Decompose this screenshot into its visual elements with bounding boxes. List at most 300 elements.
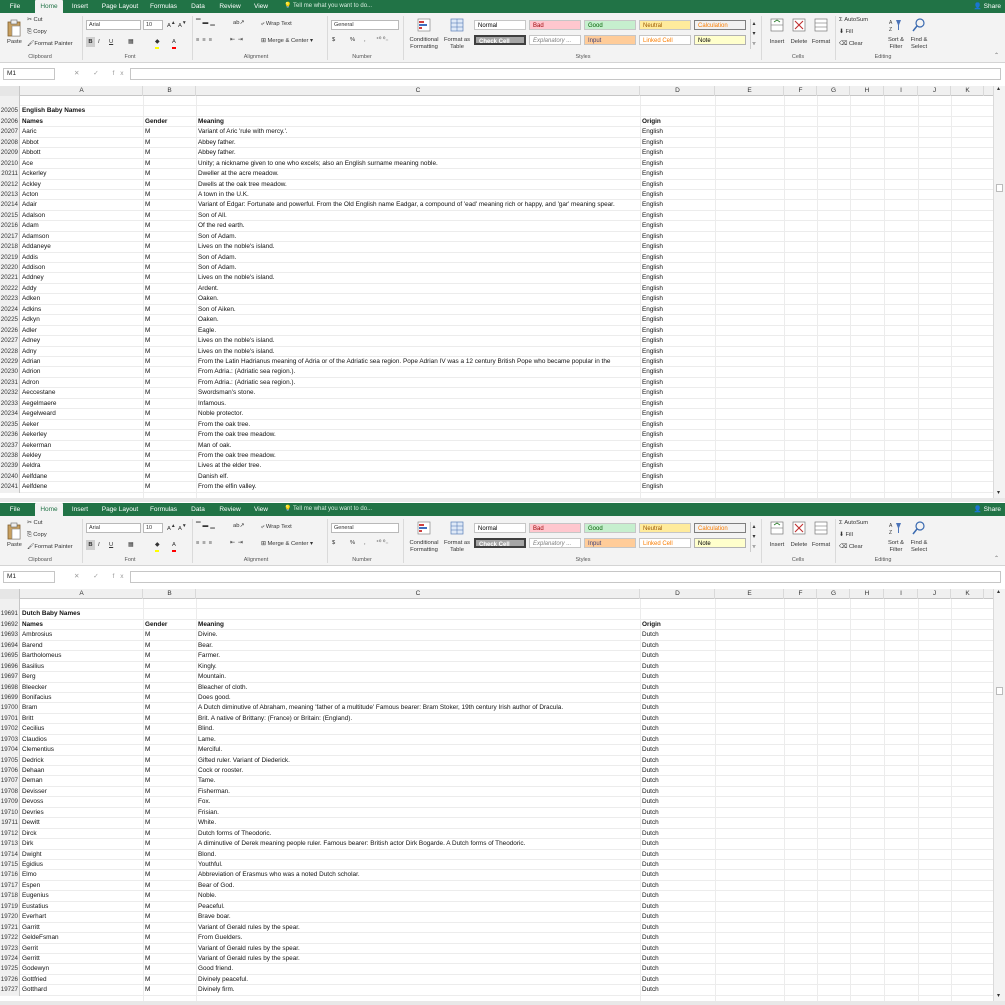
row-header[interactable]: 19697: [0, 672, 20, 682]
cell-origin[interactable]: Dutch: [642, 631, 659, 639]
cell-meaning[interactable]: Farmer.: [198, 652, 221, 660]
cell-name[interactable]: Aekerman: [22, 441, 52, 449]
header-names[interactable]: Names: [22, 117, 43, 125]
tab-data[interactable]: Data: [191, 3, 205, 10]
cell-origin[interactable]: Dutch: [642, 840, 659, 848]
tab-home[interactable]: Home: [35, 503, 63, 516]
cell-meaning[interactable]: A diminutive of Derek meaning people ruler. Famous bearer: British actor Dirk Bogarde. A Dutch forms of Theodoric.: [198, 840, 526, 848]
comma-format-button[interactable]: ,: [364, 37, 366, 43]
cell-meaning[interactable]: From the oak tree.: [198, 420, 251, 428]
row-header[interactable]: 20214: [0, 200, 20, 210]
cell-origin[interactable]: English: [642, 264, 663, 272]
cell-name[interactable]: Aelfdene: [22, 483, 48, 491]
cell-gender[interactable]: M: [145, 337, 151, 345]
styles-scroll[interactable]: [750, 19, 757, 49]
row-header[interactable]: [0, 599, 20, 609]
cell-meaning[interactable]: Fox.: [198, 798, 211, 806]
cell-origin[interactable]: Dutch: [642, 746, 659, 754]
cell-origin[interactable]: Dutch: [642, 913, 659, 921]
row-header[interactable]: 20208: [0, 138, 20, 148]
tab-formulas[interactable]: Formulas: [149, 3, 178, 10]
row-header[interactable]: 20210: [0, 159, 20, 169]
style-explanatory[interactable]: Explanatory ...: [529, 538, 581, 548]
cell-name[interactable]: Ambrosius: [22, 631, 53, 639]
tab-insert[interactable]: Insert: [71, 3, 89, 10]
cell-meaning[interactable]: Brave boar.: [198, 913, 231, 921]
row-header[interactable]: 20223: [0, 294, 20, 304]
cell-name[interactable]: Godewyn: [22, 965, 49, 973]
column-header-k[interactable]: K: [952, 589, 984, 599]
column-header-d[interactable]: D: [641, 589, 715, 599]
format-as-table-button[interactable]: [441, 519, 471, 557]
cell-origin[interactable]: English: [642, 211, 663, 219]
cell-meaning[interactable]: Does good.: [198, 693, 231, 701]
cell-name[interactable]: Adkins: [22, 305, 42, 313]
cell-gender[interactable]: M: [145, 483, 151, 491]
sort-filter-button[interactable]: [884, 16, 906, 54]
formula-buttons[interactable]: ✕ ✓ fx: [74, 70, 130, 77]
indent-buttons[interactable]: [230, 37, 246, 43]
row-header[interactable]: 20235: [0, 420, 20, 430]
cell-name[interactable]: Everhart: [22, 913, 47, 921]
row-header[interactable]: 20239: [0, 461, 20, 471]
cell-origin[interactable]: Dutch: [642, 871, 659, 879]
grow-font-button[interactable]: A▲: [167, 21, 176, 29]
row-header[interactable]: 19719: [0, 902, 20, 912]
style-note[interactable]: Note: [694, 538, 746, 548]
cell-name[interactable]: Berg: [22, 673, 36, 681]
cell-origin[interactable]: English: [642, 316, 663, 324]
row-header[interactable]: 19693: [0, 630, 20, 640]
row-header[interactable]: 20237: [0, 441, 20, 451]
cell-meaning[interactable]: Oaken.: [198, 295, 219, 303]
cell-name[interactable]: Dirk: [22, 840, 34, 848]
row-header[interactable]: 19709: [0, 797, 20, 807]
cell-name[interactable]: Aegelmaere: [22, 399, 57, 407]
row-header[interactable]: 20226: [0, 326, 20, 336]
merge-center-button[interactable]: [261, 38, 313, 44]
cell-name[interactable]: Eustatius: [22, 902, 49, 910]
column-header-b[interactable]: B: [144, 589, 196, 599]
row-header[interactable]: 20221: [0, 273, 20, 283]
format-painter-button[interactable]: [27, 544, 73, 550]
cell-name[interactable]: Devoss: [22, 798, 44, 806]
cell-name[interactable]: Addison: [22, 264, 46, 272]
cell-name[interactable]: Adrian: [22, 358, 41, 365]
wrap-text-button[interactable]: [261, 21, 292, 28]
column-header-h[interactable]: H: [851, 86, 884, 96]
row-header[interactable]: 19694: [0, 641, 20, 651]
cell-name[interactable]: Adkyn: [22, 316, 40, 324]
cell-meaning[interactable]: A town in the U.K.: [198, 190, 249, 198]
cell-meaning[interactable]: Lives on the noble's island.: [198, 337, 275, 345]
cell-gender[interactable]: M: [145, 756, 151, 764]
row-header[interactable]: 20222: [0, 284, 20, 294]
cell-gender[interactable]: M: [145, 190, 151, 198]
cell-gender[interactable]: M: [145, 222, 151, 230]
cell-name[interactable]: Barend: [22, 641, 43, 649]
cell-origin[interactable]: Dutch: [642, 902, 659, 910]
wrap-text-button[interactable]: [261, 524, 292, 531]
row-header[interactable]: 20225: [0, 315, 20, 325]
cell-name[interactable]: Adamson: [22, 232, 49, 240]
tab-review[interactable]: Review: [219, 3, 241, 10]
comma-format-button[interactable]: ,: [364, 540, 366, 546]
find-select-button[interactable]: [906, 519, 930, 557]
scroll-thumb[interactable]: [996, 687, 1003, 695]
row-header[interactable]: 19706: [0, 766, 20, 776]
cell-gender[interactable]: M: [145, 368, 151, 376]
cell-name[interactable]: Britt: [22, 714, 34, 722]
cell-origin[interactable]: Dutch: [642, 756, 659, 764]
tab-page-layout[interactable]: Page Layout: [101, 3, 139, 10]
cell-gender[interactable]: M: [145, 472, 151, 480]
row-header[interactable]: 19711: [0, 818, 20, 828]
cell-origin[interactable]: English: [642, 358, 663, 365]
decimal-buttons[interactable]: [376, 37, 388, 43]
cell-origin[interactable]: Dutch: [642, 829, 659, 837]
cell-meaning[interactable]: Dweller at the acre meadow.: [198, 170, 279, 178]
paste-button[interactable]: [4, 16, 22, 52]
accounting-format-button[interactable]: $: [332, 540, 336, 546]
cell-name[interactable]: Adny: [22, 347, 37, 355]
row-header[interactable]: 20213: [0, 190, 20, 200]
cell-meaning[interactable]: Lives on the noble's island.: [198, 243, 275, 251]
horizontal-align-buttons[interactable]: [196, 540, 215, 546]
percent-format-button[interactable]: %: [350, 37, 356, 43]
accounting-format-button[interactable]: $: [332, 37, 336, 43]
cell-gender[interactable]: M: [145, 284, 151, 292]
autosum-button[interactable]: [839, 17, 868, 23]
cell-gender[interactable]: M: [145, 725, 151, 733]
cell-origin[interactable]: English: [642, 441, 663, 449]
cell-meaning[interactable]: Fisherman.: [198, 787, 230, 795]
cell-gender[interactable]: M: [145, 881, 151, 889]
select-all-button[interactable]: [0, 589, 20, 599]
cell-gender[interactable]: M: [145, 399, 151, 407]
column-header-c[interactable]: C: [197, 589, 640, 599]
cell-origin[interactable]: English: [642, 337, 663, 345]
cell-origin[interactable]: Dutch: [642, 777, 659, 785]
cell-origin[interactable]: English: [642, 410, 663, 418]
fill-button[interactable]: [839, 532, 853, 538]
row-header[interactable]: 19720: [0, 912, 20, 922]
cell-origin[interactable]: English: [642, 138, 663, 146]
font-name-select[interactable]: Arial: [86, 523, 141, 533]
cell-name[interactable]: Dirck: [22, 829, 37, 837]
row-header[interactable]: 19701: [0, 714, 20, 724]
bold-button[interactable]: B: [86, 540, 95, 550]
cell-origin[interactable]: Dutch: [642, 787, 659, 795]
select-all-button[interactable]: [0, 86, 20, 96]
row-header[interactable]: 20229: [0, 357, 20, 367]
cell-origin[interactable]: English: [642, 295, 663, 303]
cell-gender[interactable]: M: [145, 232, 151, 240]
cell-meaning[interactable]: Variant of Gerald rules by the spear.: [198, 944, 300, 952]
column-header-c[interactable]: C: [197, 86, 640, 96]
name-box[interactable]: M1: [3, 571, 55, 583]
cell-gender[interactable]: M: [145, 871, 151, 879]
cell-gender[interactable]: M: [145, 358, 151, 365]
row-header[interactable]: 20207: [0, 127, 20, 137]
clear-button[interactable]: [839, 544, 863, 550]
cell-gender[interactable]: M: [145, 138, 151, 146]
column-header-e[interactable]: E: [716, 589, 784, 599]
cell-meaning[interactable]: Abbey father.: [198, 149, 236, 157]
column-header-f[interactable]: F: [785, 589, 817, 599]
cell-meaning[interactable]: Tame.: [198, 777, 216, 785]
cell-origin[interactable]: English: [642, 201, 663, 209]
cell-meaning[interactable]: Frisian.: [198, 808, 219, 816]
cell-meaning[interactable]: From the Latin Hadrianus meaning of Adria or of the Adriatic sea region. Pope Adrian IV was a 12 century British Pope who became popular in the: [198, 358, 611, 365]
cell-name[interactable]: Garritt: [22, 923, 40, 931]
row-header[interactable]: 20233: [0, 399, 20, 409]
cell-meaning[interactable]: Peaceful.: [198, 902, 225, 910]
cell-origin[interactable]: Dutch: [642, 725, 659, 733]
cell-gender[interactable]: M: [145, 305, 151, 313]
row-header[interactable]: 20219: [0, 253, 20, 263]
cell-meaning[interactable]: Variant of Gerald rules by the spear.: [198, 923, 300, 931]
column-header-b[interactable]: B: [144, 86, 196, 96]
row-header[interactable]: 20206: [0, 117, 20, 127]
cell-meaning[interactable]: Brit. A native of Brittany: (France) or Britain: (England).: [198, 714, 353, 722]
scroll-down-icon[interactable]: ▾: [997, 490, 1000, 496]
cell-name[interactable]: Eugenius: [22, 892, 49, 900]
cell-name[interactable]: Dedrick: [22, 756, 44, 764]
row-header[interactable]: 19692: [0, 620, 20, 630]
cell-gender[interactable]: M: [145, 777, 151, 785]
cell-meaning[interactable]: Bleacher of cloth.: [198, 683, 248, 691]
cell-gender[interactable]: M: [145, 850, 151, 858]
row-header[interactable]: 19724: [0, 954, 20, 964]
cell-origin[interactable]: English: [642, 159, 663, 167]
header-origin[interactable]: Origin: [642, 117, 661, 125]
cell-gender[interactable]: M: [145, 829, 151, 837]
sheet-title[interactable]: Dutch Baby Names: [22, 610, 81, 618]
cell-gender[interactable]: M: [145, 451, 151, 459]
style-linked-cell[interactable]: Linked Cell: [639, 35, 691, 45]
tab-view[interactable]: View: [254, 3, 268, 10]
column-header-e[interactable]: E: [716, 86, 784, 96]
cell-gender[interactable]: M: [145, 954, 151, 962]
row-header[interactable]: 20220: [0, 263, 20, 273]
cell-gender[interactable]: M: [145, 631, 151, 639]
cell-name[interactable]: Aegelweard: [22, 410, 56, 418]
header-origin[interactable]: Origin: [642, 620, 661, 628]
italic-button[interactable]: I: [98, 39, 100, 45]
cell-origin[interactable]: English: [642, 243, 663, 251]
cell-origin[interactable]: Dutch: [642, 683, 659, 691]
row-header[interactable]: 20240: [0, 472, 20, 482]
cell-meaning[interactable]: Son of All.: [198, 211, 227, 219]
cell-origin[interactable]: English: [642, 284, 663, 292]
cell-name[interactable]: Clementius: [22, 746, 54, 754]
fill-color-button[interactable]: [155, 37, 159, 49]
cell-origin[interactable]: English: [642, 399, 663, 407]
cell-name[interactable]: Deman: [22, 777, 43, 785]
cell-origin[interactable]: Dutch: [642, 798, 659, 806]
cell-gender[interactable]: M: [145, 431, 151, 439]
cell-meaning[interactable]: Lives at the elder tree.: [198, 462, 262, 470]
cell-origin[interactable]: Dutch: [642, 934, 659, 942]
column-header-f[interactable]: F: [785, 86, 817, 96]
cell-name[interactable]: Ace: [22, 159, 34, 167]
style-calculation[interactable]: Calculation: [694, 20, 746, 30]
row-header[interactable]: 20241: [0, 482, 20, 492]
row-header[interactable]: [0, 96, 20, 106]
style-neutral[interactable]: Neutral: [639, 523, 691, 533]
cell-name[interactable]: Aekley: [22, 451, 42, 459]
cell-meaning[interactable]: Divinely peaceful.: [198, 975, 249, 983]
column-header-i[interactable]: I: [885, 86, 918, 96]
delete-cells-button[interactable]: [787, 519, 809, 557]
row-header[interactable]: 19698: [0, 683, 20, 693]
cell-meaning[interactable]: From Adria.: (Adriatic sea region.).: [198, 368, 296, 376]
cell-meaning[interactable]: Noble protector.: [198, 410, 244, 418]
column-header-g[interactable]: G: [818, 86, 850, 96]
cell-origin[interactable]: English: [642, 232, 663, 240]
cell-name[interactable]: Ackerley: [22, 170, 47, 178]
cell-meaning[interactable]: Blind.: [198, 725, 214, 733]
row-header[interactable]: 19715: [0, 860, 20, 870]
shrink-font-button[interactable]: A▼: [178, 524, 187, 532]
row-header[interactable]: 19713: [0, 839, 20, 849]
borders-button[interactable]: [128, 540, 133, 550]
cell-gender[interactable]: M: [145, 253, 151, 261]
row-header[interactable]: 20211: [0, 169, 20, 179]
row-header[interactable]: 19726: [0, 975, 20, 985]
cell-meaning[interactable]: Variant of Edgar: Fortunate and powerful. From the Old English name Eadgar, a compound of 'ead' meaning rich or happy, and 'gar' meaning spear.: [198, 201, 615, 209]
insert-cells-button[interactable]: [765, 16, 787, 54]
cell-origin[interactable]: Dutch: [642, 850, 659, 858]
cell-origin[interactable]: Dutch: [642, 714, 659, 722]
row-header[interactable]: 20232: [0, 388, 20, 398]
conditional-formatting-button[interactable]: [406, 16, 440, 54]
row-header[interactable]: 19705: [0, 756, 20, 766]
cell-name[interactable]: Cecilius: [22, 725, 45, 733]
sort-filter-button[interactable]: [884, 519, 906, 557]
cell-gender[interactable]: M: [145, 462, 151, 470]
cut-button[interactable]: [27, 520, 43, 526]
cell-name[interactable]: Dwight: [22, 850, 42, 858]
cell-name[interactable]: Adam: [22, 222, 39, 230]
font-size-select[interactable]: 10: [143, 20, 163, 30]
font-color-button[interactable]: A: [172, 540, 176, 552]
cell-meaning[interactable]: Youthful.: [198, 861, 223, 868]
row-header[interactable]: 19725: [0, 964, 20, 974]
cell-origin[interactable]: English: [642, 149, 663, 157]
conditional-formatting-button[interactable]: [406, 519, 440, 557]
cell-origin[interactable]: English: [642, 222, 663, 230]
copy-button[interactable]: [27, 532, 47, 539]
tab-review[interactable]: Review: [219, 506, 241, 513]
style-bad[interactable]: Bad: [529, 523, 581, 533]
style-neutral[interactable]: Neutral: [639, 20, 691, 30]
row-header[interactable]: 19718: [0, 891, 20, 901]
cell-meaning[interactable]: Lives on the noble's island.: [198, 347, 275, 355]
cell-gender[interactable]: M: [145, 180, 151, 188]
style-note[interactable]: Note: [694, 35, 746, 45]
row-header[interactable]: 19699: [0, 693, 20, 703]
scroll-up-icon[interactable]: ▴: [997, 86, 1000, 92]
cell-name[interactable]: Bleecker: [22, 683, 47, 691]
row-header[interactable]: 20230: [0, 367, 20, 377]
decimal-buttons[interactable]: [376, 540, 388, 546]
row-header[interactable]: 19723: [0, 944, 20, 954]
cell-origin[interactable]: Dutch: [642, 819, 659, 827]
cell-name[interactable]: Aaric: [22, 128, 37, 136]
style-good[interactable]: Good: [584, 20, 636, 30]
cell-name[interactable]: Espen: [22, 881, 41, 889]
cell-gender[interactable]: M: [145, 673, 151, 681]
column-header-i[interactable]: I: [885, 589, 918, 599]
cell-origin[interactable]: Dutch: [642, 735, 659, 743]
cell-origin[interactable]: English: [642, 253, 663, 261]
cell-gender[interactable]: M: [145, 683, 151, 691]
cell-name[interactable]: Adrion: [22, 368, 41, 376]
cell-name[interactable]: Adney: [22, 337, 41, 345]
cell-meaning[interactable]: Merciful.: [198, 746, 223, 754]
row-header[interactable]: 19695: [0, 651, 20, 661]
cell-meaning[interactable]: Abbey father.: [198, 138, 236, 146]
cell-gender[interactable]: M: [145, 714, 151, 722]
cell-meaning[interactable]: Variant of Gerald rules by the spear.: [198, 954, 300, 962]
number-format-select[interactable]: General: [331, 523, 399, 533]
cell-origin[interactable]: English: [642, 483, 663, 491]
vertical-align-buttons[interactable]: [196, 523, 217, 529]
style-calculation[interactable]: Calculation: [694, 523, 746, 533]
column-header-k[interactable]: K: [952, 86, 984, 96]
cell-name[interactable]: Gotthard: [22, 986, 47, 994]
style-bad[interactable]: Bad: [529, 20, 581, 30]
cell-meaning[interactable]: Noble.: [198, 892, 217, 900]
row-header[interactable]: 19717: [0, 881, 20, 891]
cell-name[interactable]: Adalson: [22, 211, 46, 219]
cell-name[interactable]: Bonifacius: [22, 693, 52, 701]
row-header[interactable]: 20227: [0, 336, 20, 346]
column-header-d[interactable]: D: [641, 86, 715, 96]
cell-origin[interactable]: English: [642, 170, 663, 178]
cell-gender[interactable]: M: [145, 819, 151, 827]
cell-gender[interactable]: M: [145, 389, 151, 397]
cell-gender[interactable]: M: [145, 808, 151, 816]
cell-meaning[interactable]: Blond.: [198, 850, 217, 858]
cell-meaning[interactable]: A Dutch diminutive of Abraham, meaning 'father of a multitude' Famous bearer: Bram Stoker, 19th century Irish author of Dracula.: [198, 704, 564, 712]
cell-origin[interactable]: Dutch: [642, 673, 659, 681]
cell-origin[interactable]: Dutch: [642, 975, 659, 983]
cell-origin[interactable]: English: [642, 274, 663, 282]
bold-button[interactable]: B: [86, 37, 95, 47]
row-header[interactable]: 20218: [0, 242, 20, 252]
cell-origin[interactable]: English: [642, 451, 663, 459]
cell-name[interactable]: Aekerley: [22, 431, 47, 439]
cell-gender[interactable]: M: [145, 170, 151, 178]
cell-origin[interactable]: Dutch: [642, 954, 659, 962]
format-painter-button[interactable]: [27, 41, 73, 47]
row-header[interactable]: 20217: [0, 232, 20, 242]
cell-origin[interactable]: Dutch: [642, 704, 659, 712]
style-input[interactable]: Input: [584, 538, 636, 548]
format-as-table-button[interactable]: [441, 16, 471, 54]
cell-meaning[interactable]: Bear of God.: [198, 881, 235, 889]
shrink-font-button[interactable]: A▼: [178, 21, 187, 29]
row-header[interactable]: 19716: [0, 870, 20, 880]
row-header[interactable]: 19714: [0, 850, 20, 860]
cell-name[interactable]: Aelfdane: [22, 472, 48, 480]
formula-buttons[interactable]: ✕ ✓ fx: [74, 573, 130, 580]
share-button[interactable]: [974, 503, 1001, 516]
cell-origin[interactable]: Dutch: [642, 693, 659, 701]
